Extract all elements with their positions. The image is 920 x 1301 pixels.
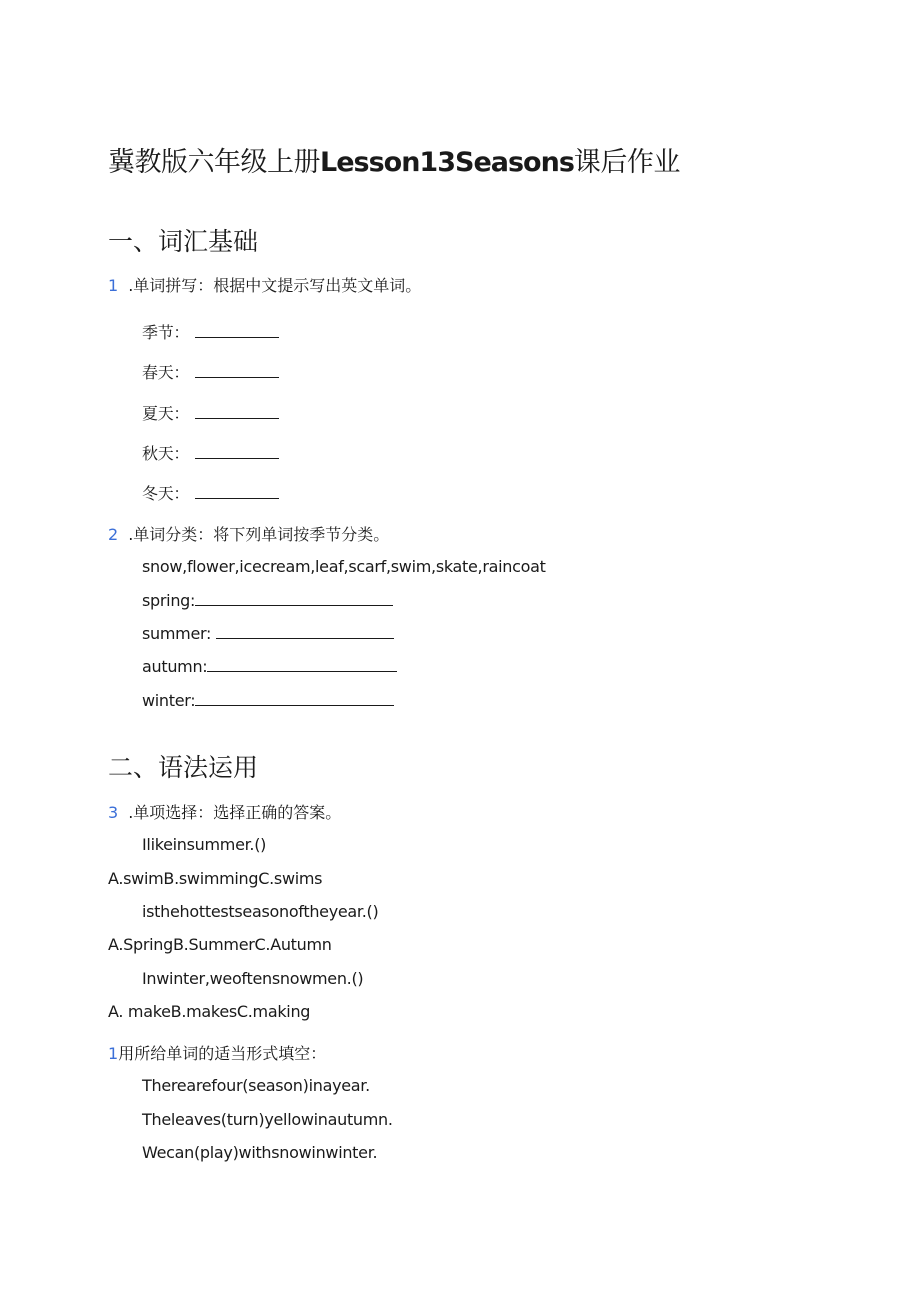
title-suffix: 课后作业 [573, 147, 680, 178]
question-3-prompt [108, 800, 341, 823]
question-4-number: 1 [108, 1044, 119, 1063]
mc-options[interactable]: A.swimB.swimmingC.swims [108, 869, 323, 888]
q1-item-label: 季节： [142, 323, 190, 342]
fill-in-sentence: Therearefour(season)inayear. [142, 1076, 370, 1095]
section-heading-grammar: 二、语法运用 [108, 753, 259, 782]
word-list: snow,flower,icecream,leaf,scarf,swim,skate,raincoat [142, 557, 546, 576]
mc-options[interactable]: A. makeB.makesC.making [108, 1002, 311, 1021]
q1-item [142, 441, 279, 464]
classify-label: spring: [142, 591, 196, 610]
classify-label: summer: [142, 624, 212, 643]
q1-item [142, 360, 279, 383]
classify-row [142, 657, 397, 676]
mc-options[interactable]: A.SpringB.SummerC.Autumn [108, 935, 332, 954]
classify-row [142, 591, 393, 610]
answer-blank[interactable] [195, 591, 393, 606]
classify-row [142, 691, 394, 710]
q1-item [142, 401, 279, 424]
mc-stem: isthehottestseasonoftheyear.() [142, 902, 379, 921]
q1-item-label: 春天： [142, 363, 190, 382]
question-2-text: .单词分类：将下列单词按季节分类。 [128, 525, 390, 544]
classify-label: winter: [142, 691, 196, 710]
q1-item [142, 481, 279, 504]
question-4-text: 用所给单词的适当形式填空： [118, 1044, 327, 1063]
section-heading-vocabulary: 一、词汇基础 [108, 227, 259, 256]
question-3-number: 3 [108, 803, 119, 822]
answer-blank[interactable] [195, 691, 394, 706]
answer-blank[interactable] [195, 484, 279, 499]
classify-label: autumn: [142, 657, 208, 676]
title-bold: Lesson13Seasons [320, 147, 574, 178]
answer-blank[interactable] [195, 444, 279, 459]
fill-in-sentence: Theleaves(turn)yellowinautumn. [142, 1110, 393, 1129]
question-2-prompt [108, 522, 389, 545]
question-4-prompt [108, 1041, 326, 1064]
answer-blank[interactable] [195, 363, 279, 378]
question-1-number: 1 [108, 276, 119, 295]
page-title [108, 140, 680, 179]
answer-blank[interactable] [195, 404, 279, 419]
question-1-prompt [108, 273, 421, 296]
answer-blank[interactable] [216, 624, 394, 639]
answer-blank[interactable] [195, 323, 279, 338]
mc-stem: Ilikeinsummer.() [142, 835, 267, 854]
q1-item-label: 夏天： [142, 404, 190, 423]
question-1-text: .单词拼写：根据中文提示写出英文单词。 [128, 276, 422, 295]
title-prefix: 冀教版六年级上册 [108, 147, 320, 178]
mc-stem: Inwinter,weoftensnowmen.() [142, 969, 364, 988]
question-3-text: .单项选择：选择正确的答案。 [128, 803, 342, 822]
q1-item [142, 320, 279, 343]
classify-row [142, 624, 394, 643]
answer-blank[interactable] [207, 657, 397, 672]
q1-item-label: 秋天： [142, 444, 190, 463]
fill-in-sentence: Wecan(play)withsnowinwinter. [142, 1143, 378, 1162]
q1-item-label: 冬天： [142, 484, 190, 503]
question-2-number: 2 [108, 525, 119, 544]
